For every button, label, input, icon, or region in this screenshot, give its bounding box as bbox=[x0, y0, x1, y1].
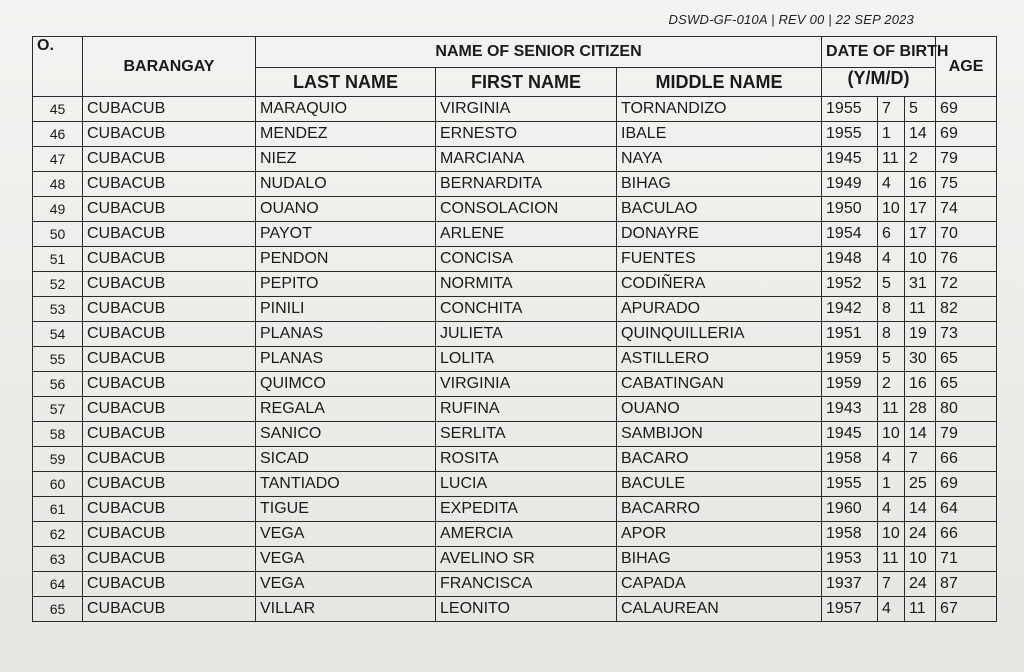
cell-age: 80 bbox=[936, 397, 997, 422]
cell-barangay: CUBACUB bbox=[83, 172, 256, 197]
cell-first-name: VIRGINIA bbox=[436, 372, 617, 397]
table-row bbox=[33, 597, 997, 622]
cell-barangay: CUBACUB bbox=[83, 247, 256, 272]
cell-age: 72 bbox=[936, 272, 997, 297]
cell-birth-day: 14 bbox=[905, 497, 936, 522]
table-row bbox=[33, 122, 997, 147]
cell-birth-day: 25 bbox=[905, 472, 936, 497]
table-row bbox=[33, 297, 997, 322]
cell-first-name: BERNARDITA bbox=[436, 172, 617, 197]
cell-first-name: CONCHITA bbox=[436, 297, 617, 322]
cell-birth-day: 17 bbox=[905, 197, 936, 222]
cell-no: 62 bbox=[33, 522, 83, 547]
cell-middle-name: APURADO bbox=[617, 297, 822, 322]
cell-birth-year: 1951 bbox=[822, 322, 878, 347]
col-header-last-name: LAST NAME bbox=[256, 68, 436, 97]
cell-first-name: JULIETA bbox=[436, 322, 617, 347]
cell-birth-day: 14 bbox=[905, 122, 936, 147]
cell-age: 82 bbox=[936, 297, 997, 322]
header-row-top bbox=[33, 37, 997, 68]
cell-age: 64 bbox=[936, 497, 997, 522]
cell-birth-day: 17 bbox=[905, 222, 936, 247]
cell-middle-name: ASTILLERO bbox=[617, 347, 822, 372]
cell-birth-day: 19 bbox=[905, 322, 936, 347]
cell-middle-name: CAPADA bbox=[617, 572, 822, 597]
cell-age: 76 bbox=[936, 247, 997, 272]
cell-birth-year: 1942 bbox=[822, 297, 878, 322]
cell-no: 50 bbox=[33, 222, 83, 247]
cell-last-name: TIGUE bbox=[256, 497, 436, 522]
table-row bbox=[33, 197, 997, 222]
cell-age: 66 bbox=[936, 522, 997, 547]
cell-barangay: CUBACUB bbox=[83, 422, 256, 447]
cell-birth-day: 10 bbox=[905, 547, 936, 572]
cell-birth-year: 1959 bbox=[822, 347, 878, 372]
cell-birth-month: 7 bbox=[878, 97, 905, 122]
cell-last-name: VEGA bbox=[256, 572, 436, 597]
cell-no: 56 bbox=[33, 372, 83, 397]
table-row bbox=[33, 272, 997, 297]
cell-barangay: CUBACUB bbox=[83, 222, 256, 247]
cell-age: 74 bbox=[936, 197, 997, 222]
cell-middle-name: CABATINGAN bbox=[617, 372, 822, 397]
cell-no: 58 bbox=[33, 422, 83, 447]
cell-last-name: OUANO bbox=[256, 197, 436, 222]
cell-no: 65 bbox=[33, 597, 83, 622]
cell-barangay: CUBACUB bbox=[83, 597, 256, 622]
cell-birth-year: 1953 bbox=[822, 547, 878, 572]
cell-first-name: ERNESTO bbox=[436, 122, 617, 147]
cell-first-name: LUCIA bbox=[436, 472, 617, 497]
cell-birth-year: 1937 bbox=[822, 572, 878, 597]
senior-citizen-table bbox=[32, 36, 997, 622]
cell-barangay: CUBACUB bbox=[83, 447, 256, 472]
cell-barangay: CUBACUB bbox=[83, 572, 256, 597]
cell-birth-month: 7 bbox=[878, 572, 905, 597]
cell-birth-year: 1954 bbox=[822, 222, 878, 247]
cell-no: 45 bbox=[33, 97, 83, 122]
table-row bbox=[33, 347, 997, 372]
col-header-name-group: NAME OF SENIOR CITIZEN bbox=[256, 37, 822, 68]
cell-birth-day: 11 bbox=[905, 597, 936, 622]
cell-middle-name: IBALE bbox=[617, 122, 822, 147]
cell-birth-month: 11 bbox=[878, 547, 905, 572]
table-row bbox=[33, 397, 997, 422]
cell-middle-name: BACULAO bbox=[617, 197, 822, 222]
col-header-first-name: FIRST NAME bbox=[436, 68, 617, 97]
cell-birth-month: 4 bbox=[878, 172, 905, 197]
cell-no: 59 bbox=[33, 447, 83, 472]
cell-last-name: NIEZ bbox=[256, 147, 436, 172]
table-row bbox=[33, 572, 997, 597]
cell-age: 79 bbox=[936, 422, 997, 447]
cell-no: 64 bbox=[33, 572, 83, 597]
cell-last-name: PEPITO bbox=[256, 272, 436, 297]
cell-first-name: RUFINA bbox=[436, 397, 617, 422]
cell-barangay: CUBACUB bbox=[83, 122, 256, 147]
cell-no: 47 bbox=[33, 147, 83, 172]
cell-birth-month: 5 bbox=[878, 272, 905, 297]
table-row bbox=[33, 472, 997, 497]
cell-birth-year: 1955 bbox=[822, 122, 878, 147]
table-row bbox=[33, 547, 997, 572]
cell-birth-year: 1950 bbox=[822, 197, 878, 222]
cell-middle-name: DONAYRE bbox=[617, 222, 822, 247]
cell-age: 70 bbox=[936, 222, 997, 247]
cell-birth-day: 10 bbox=[905, 247, 936, 272]
cell-age: 69 bbox=[936, 122, 997, 147]
cell-barangay: CUBACUB bbox=[83, 297, 256, 322]
cell-last-name: MENDEZ bbox=[256, 122, 436, 147]
cell-last-name: REGALA bbox=[256, 397, 436, 422]
cell-no: 61 bbox=[33, 497, 83, 522]
cell-barangay: CUBACUB bbox=[83, 322, 256, 347]
cell-birth-month: 8 bbox=[878, 322, 905, 347]
cell-birth-day: 2 bbox=[905, 147, 936, 172]
cell-birth-year: 1955 bbox=[822, 97, 878, 122]
cell-last-name: PINILI bbox=[256, 297, 436, 322]
cell-birth-month: 8 bbox=[878, 297, 905, 322]
table-body bbox=[33, 97, 997, 622]
cell-middle-name: OUANO bbox=[617, 397, 822, 422]
cell-barangay: CUBACUB bbox=[83, 372, 256, 397]
cell-birth-year: 1959 bbox=[822, 372, 878, 397]
cell-middle-name: CALAUREAN bbox=[617, 597, 822, 622]
cell-no: 48 bbox=[33, 172, 83, 197]
cell-middle-name: NAYA bbox=[617, 147, 822, 172]
cell-first-name: VIRGINIA bbox=[436, 97, 617, 122]
cell-first-name: NORMITA bbox=[436, 272, 617, 297]
cell-age: 71 bbox=[936, 547, 997, 572]
cell-birth-year: 1958 bbox=[822, 522, 878, 547]
cell-middle-name: BACARRO bbox=[617, 497, 822, 522]
cell-barangay: CUBACUB bbox=[83, 97, 256, 122]
cell-last-name: VEGA bbox=[256, 522, 436, 547]
cell-barangay: CUBACUB bbox=[83, 197, 256, 222]
cell-birth-year: 1945 bbox=[822, 147, 878, 172]
cell-middle-name: QUINQUILLERIA bbox=[617, 322, 822, 347]
cell-birth-year: 1960 bbox=[822, 497, 878, 522]
cell-birth-month: 1 bbox=[878, 122, 905, 147]
cell-first-name: FRANCISCA bbox=[436, 572, 617, 597]
cell-last-name: SICAD bbox=[256, 447, 436, 472]
table-row bbox=[33, 522, 997, 547]
cell-no: 53 bbox=[33, 297, 83, 322]
cell-first-name: AMERCIA bbox=[436, 522, 617, 547]
cell-birth-month: 2 bbox=[878, 372, 905, 397]
table-row bbox=[33, 447, 997, 472]
cell-birth-month: 4 bbox=[878, 597, 905, 622]
cell-first-name: CONCISA bbox=[436, 247, 617, 272]
cell-last-name: QUIMCO bbox=[256, 372, 436, 397]
cell-no: 51 bbox=[33, 247, 83, 272]
cell-last-name: PAYOT bbox=[256, 222, 436, 247]
table-row bbox=[33, 222, 997, 247]
cell-last-name: VILLAR bbox=[256, 597, 436, 622]
cell-last-name: PENDON bbox=[256, 247, 436, 272]
cell-birth-month: 10 bbox=[878, 422, 905, 447]
cell-barangay: CUBACUB bbox=[83, 522, 256, 547]
cell-birth-day: 24 bbox=[905, 522, 936, 547]
cell-birth-day: 7 bbox=[905, 447, 936, 472]
cell-birth-month: 5 bbox=[878, 347, 905, 372]
cell-no: 60 bbox=[33, 472, 83, 497]
cell-first-name: LEONITO bbox=[436, 597, 617, 622]
table-row bbox=[33, 422, 997, 447]
cell-birth-day: 11 bbox=[905, 297, 936, 322]
col-header-barangay: BARANGAY bbox=[83, 37, 256, 97]
cell-no: 63 bbox=[33, 547, 83, 572]
cell-last-name: VEGA bbox=[256, 547, 436, 572]
cell-birth-year: 1955 bbox=[822, 472, 878, 497]
cell-last-name: SANICO bbox=[256, 422, 436, 447]
cell-birth-month: 6 bbox=[878, 222, 905, 247]
cell-no: 54 bbox=[33, 322, 83, 347]
cell-middle-name: BACULE bbox=[617, 472, 822, 497]
cell-birth-day: 14 bbox=[905, 422, 936, 447]
table-row bbox=[33, 497, 997, 522]
table-row bbox=[33, 322, 997, 347]
cell-age: 69 bbox=[936, 97, 997, 122]
cell-last-name: MARAQUIO bbox=[256, 97, 436, 122]
cell-barangay: CUBACUB bbox=[83, 397, 256, 422]
cell-first-name: ARLENE bbox=[436, 222, 617, 247]
cell-birth-month: 11 bbox=[878, 397, 905, 422]
cell-first-name: CONSOLACION bbox=[436, 197, 617, 222]
cell-birth-day: 24 bbox=[905, 572, 936, 597]
cell-birth-year: 1943 bbox=[822, 397, 878, 422]
cell-age: 75 bbox=[936, 172, 997, 197]
cell-middle-name: APOR bbox=[617, 522, 822, 547]
cell-birth-day: 5 bbox=[905, 97, 936, 122]
cell-birth-month: 4 bbox=[878, 447, 905, 472]
cell-last-name: PLANAS bbox=[256, 322, 436, 347]
cell-age: 65 bbox=[936, 347, 997, 372]
cell-middle-name: SAMBIJON bbox=[617, 422, 822, 447]
col-header-no: O. bbox=[33, 37, 83, 97]
col-header-dob: DATE OF BIRTH bbox=[822, 37, 936, 68]
cell-first-name: LOLITA bbox=[436, 347, 617, 372]
cell-no: 55 bbox=[33, 347, 83, 372]
cell-birth-month: 4 bbox=[878, 497, 905, 522]
cell-age: 69 bbox=[936, 472, 997, 497]
cell-middle-name: BIHAG bbox=[617, 172, 822, 197]
cell-birth-day: 31 bbox=[905, 272, 936, 297]
cell-birth-day: 16 bbox=[905, 372, 936, 397]
table-row bbox=[33, 247, 997, 272]
cell-middle-name: FUENTES bbox=[617, 247, 822, 272]
cell-barangay: CUBACUB bbox=[83, 147, 256, 172]
cell-first-name: AVELINO SR bbox=[436, 547, 617, 572]
cell-first-name: SERLITA bbox=[436, 422, 617, 447]
cell-last-name: NUDALO bbox=[256, 172, 436, 197]
cell-barangay: CUBACUB bbox=[83, 472, 256, 497]
cell-barangay: CUBACUB bbox=[83, 347, 256, 372]
cell-birth-day: 28 bbox=[905, 397, 936, 422]
cell-birth-day: 30 bbox=[905, 347, 936, 372]
table-row bbox=[33, 172, 997, 197]
col-header-dob-format: (Y/M/D) bbox=[822, 68, 936, 97]
cell-age: 66 bbox=[936, 447, 997, 472]
cell-first-name: MARCIANA bbox=[436, 147, 617, 172]
cell-age: 87 bbox=[936, 572, 997, 597]
cell-birth-month: 1 bbox=[878, 472, 905, 497]
cell-middle-name: BACARO bbox=[617, 447, 822, 472]
cell-first-name: ROSITA bbox=[436, 447, 617, 472]
table-row bbox=[33, 372, 997, 397]
col-header-middle-name: MIDDLE NAME bbox=[617, 68, 822, 97]
cell-birth-year: 1958 bbox=[822, 447, 878, 472]
cell-age: 67 bbox=[936, 597, 997, 622]
cell-birth-year: 1948 bbox=[822, 247, 878, 272]
cell-middle-name: TORNANDIZO bbox=[617, 97, 822, 122]
cell-barangay: CUBACUB bbox=[83, 547, 256, 572]
cell-age: 65 bbox=[936, 372, 997, 397]
cell-birth-month: 10 bbox=[878, 197, 905, 222]
cell-birth-month: 4 bbox=[878, 247, 905, 272]
cell-first-name: EXPEDITA bbox=[436, 497, 617, 522]
cell-no: 52 bbox=[33, 272, 83, 297]
cell-barangay: CUBACUB bbox=[83, 497, 256, 522]
cell-birth-day: 16 bbox=[905, 172, 936, 197]
cell-birth-month: 11 bbox=[878, 147, 905, 172]
cell-middle-name: CODIÑERA bbox=[617, 272, 822, 297]
table-row bbox=[33, 97, 997, 122]
cell-last-name: PLANAS bbox=[256, 347, 436, 372]
cell-birth-year: 1952 bbox=[822, 272, 878, 297]
table-row bbox=[33, 147, 997, 172]
cell-last-name: TANTIADO bbox=[256, 472, 436, 497]
cell-age: 73 bbox=[936, 322, 997, 347]
cell-no: 49 bbox=[33, 197, 83, 222]
cell-age: 79 bbox=[936, 147, 997, 172]
cell-birth-year: 1945 bbox=[822, 422, 878, 447]
col-header-age: AGE bbox=[936, 37, 997, 97]
cell-birth-year: 1957 bbox=[822, 597, 878, 622]
cell-no: 57 bbox=[33, 397, 83, 422]
cell-middle-name: BIHAG bbox=[617, 547, 822, 572]
cell-birth-year: 1949 bbox=[822, 172, 878, 197]
cell-no: 46 bbox=[33, 122, 83, 147]
cell-barangay: CUBACUB bbox=[83, 272, 256, 297]
form-code: DSWD-GF-010A | REV 00 | 22 SEP 2023 bbox=[668, 12, 914, 27]
cell-birth-month: 10 bbox=[878, 522, 905, 547]
